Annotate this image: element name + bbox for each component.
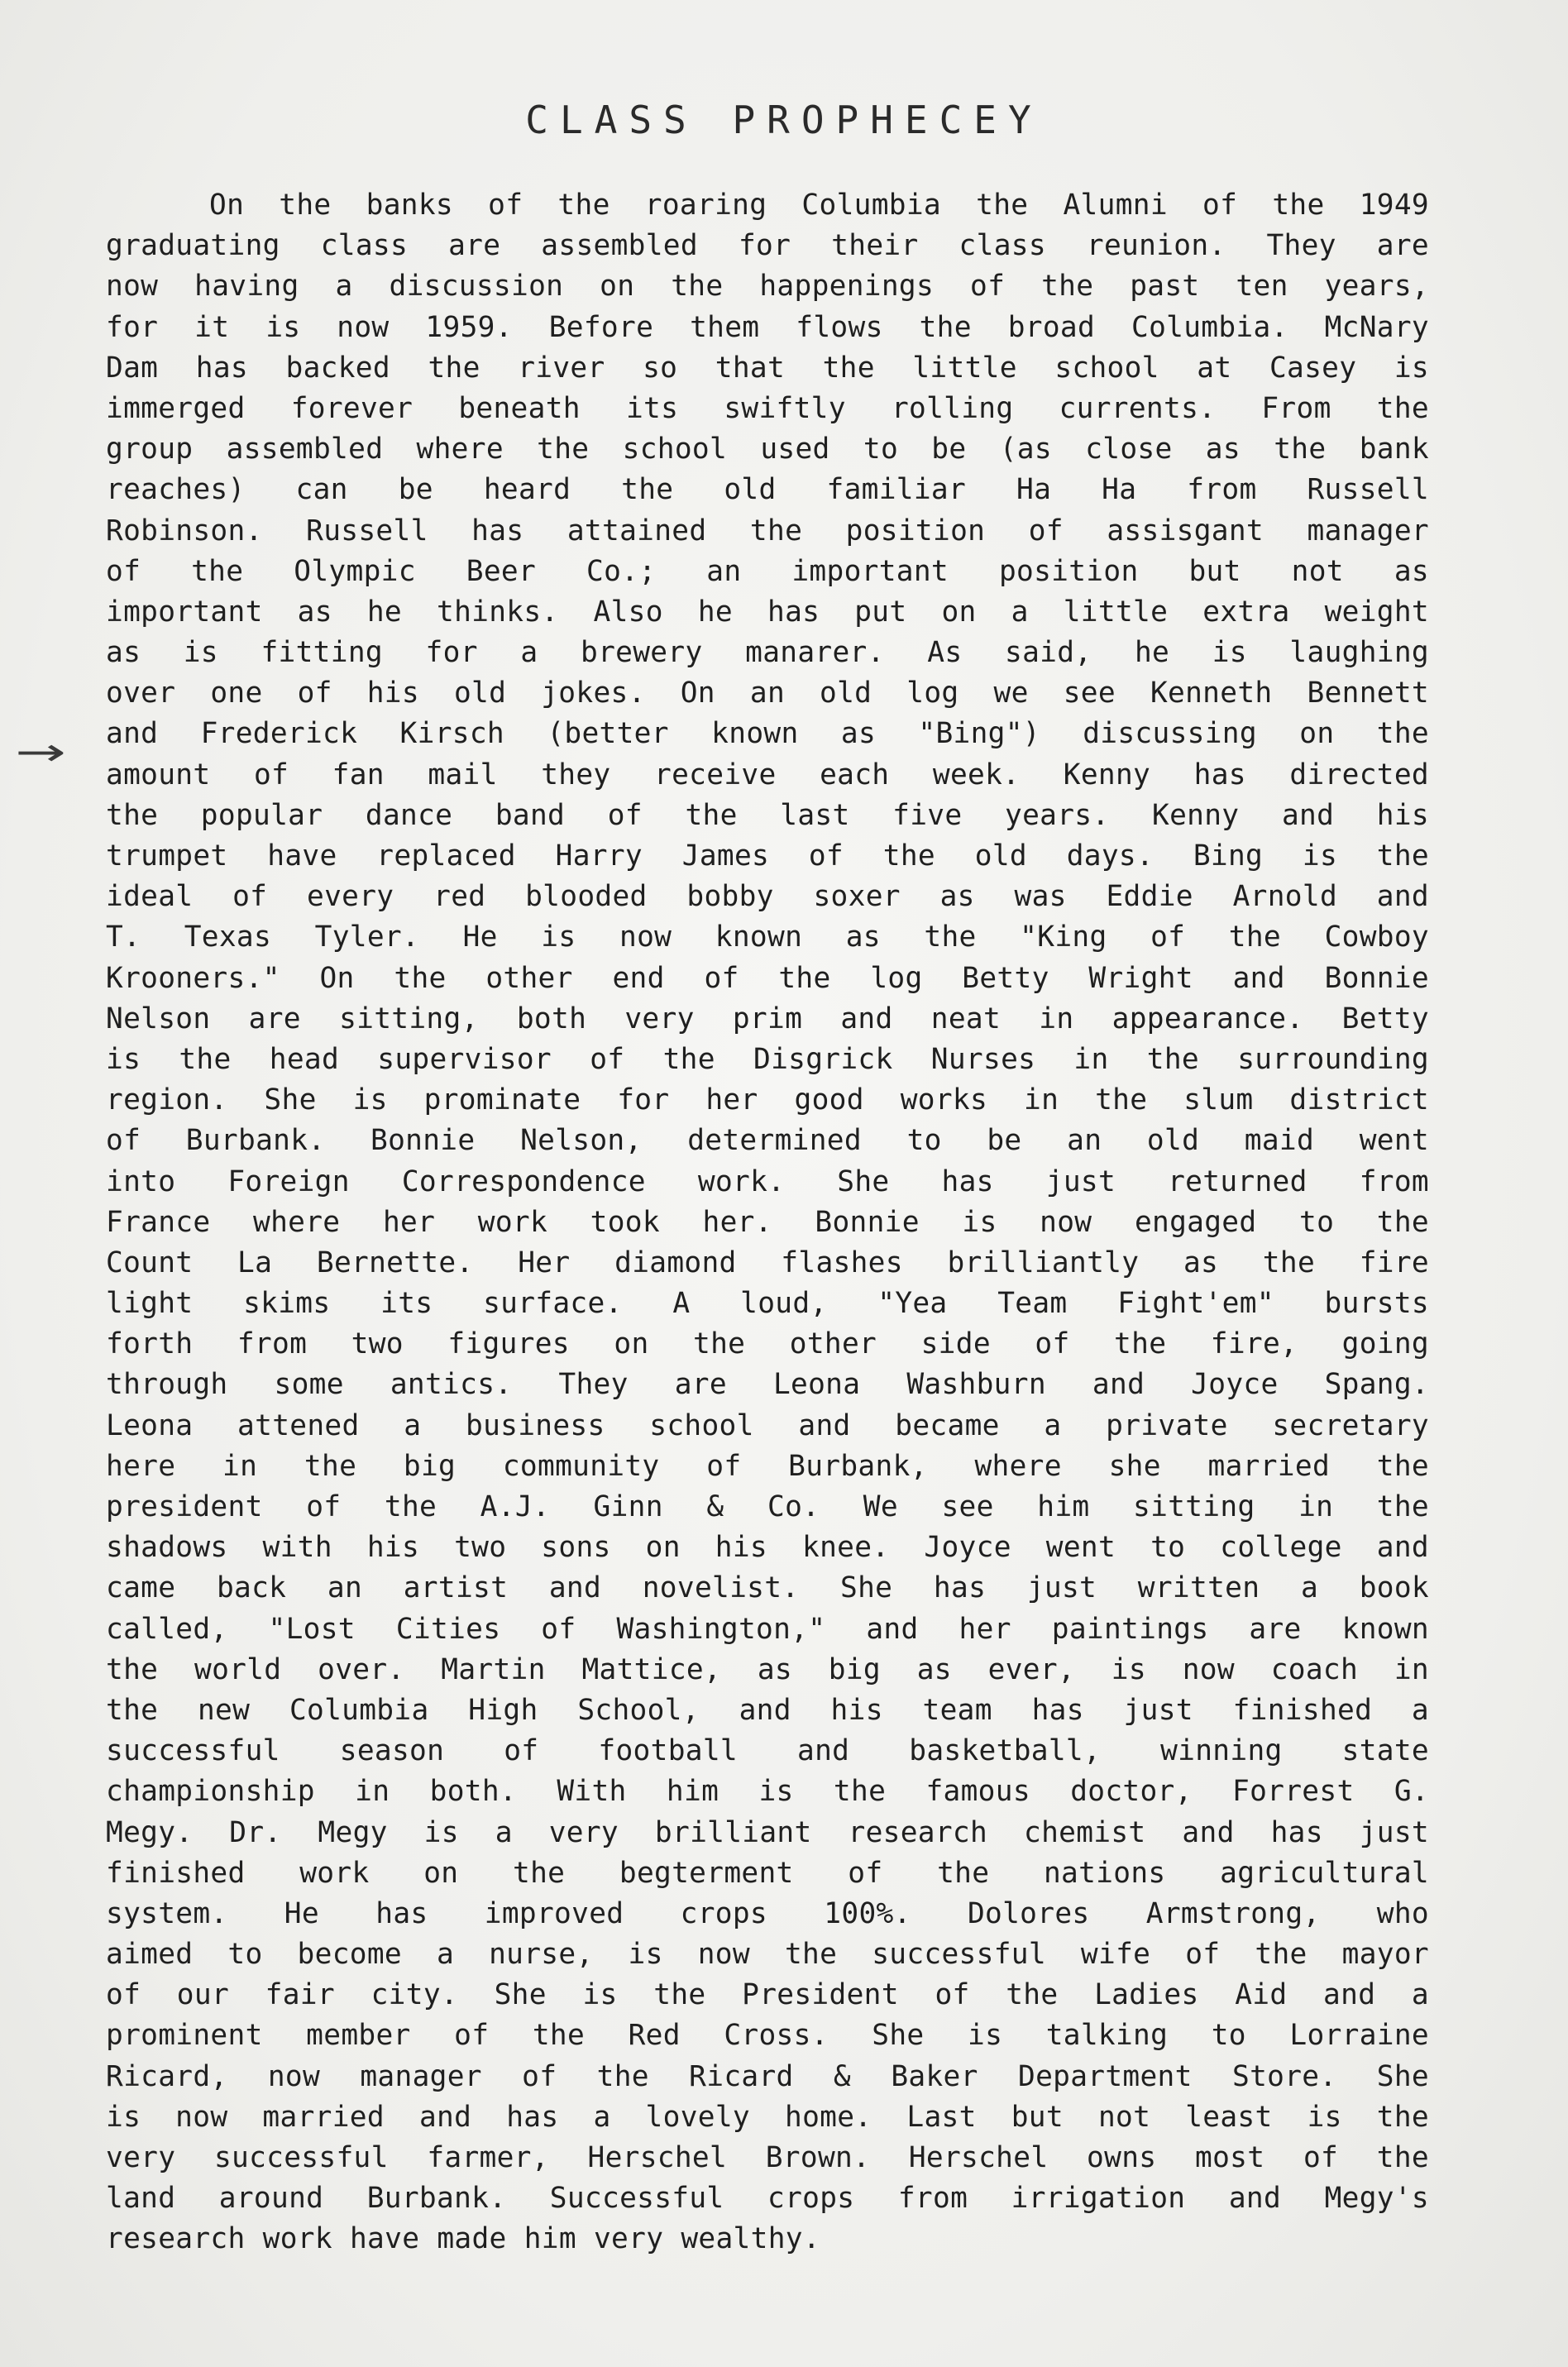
text-line: of the Olympic Beer Co.; an important position but not as bbox=[106, 554, 1429, 588]
text-line: called, "Lost Cities of Washington," and her paintings are known bbox=[106, 1612, 1429, 1646]
text-line: over one of his old jokes. On an old log we see Kenneth Bennett bbox=[106, 677, 1429, 710]
text-line: region. She is prominate for her good works in the slum district bbox=[106, 1083, 1429, 1117]
text-line: Krooners." On the other end of the log Betty Wright and Bonnie bbox=[106, 961, 1429, 995]
text-line: the world over. Martin Mattice, as big as ever, is now coach in bbox=[106, 1652, 1429, 1686]
text-line: Dam has backed the river so that the little school at Casey is bbox=[106, 351, 1429, 385]
text-line: ideal of every red blooded bobby soxer as was Eddie Arnold and bbox=[106, 880, 1429, 914]
text-line: land around Burbank. Successful crops from irrigation and Megy's bbox=[106, 2182, 1429, 2216]
text-line: for it is now 1959. Before them flows the broad Columbia. McNary bbox=[106, 310, 1429, 344]
text-line: and Frederick Kirsch (better known as "Bing") discussing on the bbox=[106, 717, 1429, 751]
text-line: T. Texas Tyler. He is now known as the "King of the Cowboy bbox=[106, 920, 1429, 954]
text-line: championship in both. With him is the famous doctor, Forrest G. bbox=[106, 1775, 1429, 1809]
text-line: of our fair city. She is the President of the Ladies Aid and a bbox=[106, 1978, 1429, 2012]
text-line: immerged forever beneath its swiftly rolling currents. From the bbox=[106, 391, 1429, 425]
text-line: forth from two figures on the other side of the fire, going bbox=[106, 1327, 1429, 1361]
text-line: Leona attened a business school and became a private secretary bbox=[106, 1408, 1429, 1442]
text-line: very successful farmer, Herschel Brown. Herschel owns most of the bbox=[106, 2141, 1429, 2174]
text-line: into Foreign Correspondence work. She has just returned from bbox=[106, 1164, 1429, 1198]
text-line: now having a discussion on the happenings of the past ten years, bbox=[106, 270, 1429, 304]
text-line: light skims its surface. A loud, "Yea Team Fight'em" bursts bbox=[106, 1287, 1429, 1321]
text-line: here in the big community of Burbank, where she married the bbox=[106, 1449, 1429, 1483]
text-line: of Burbank. Bonnie Nelson, determined to be an old maid went bbox=[106, 1124, 1429, 1158]
text-line: the new Columbia High School, and his team has just finished a bbox=[106, 1693, 1429, 1727]
text-line: shadows with his two sons on his knee. Joyce went to college and bbox=[106, 1531, 1429, 1565]
text-line: Ricard, now manager of the Ricard & Baker Department Store. She bbox=[106, 2059, 1429, 2093]
text-line: Megy. Dr. Megy is a very brilliant research chemist and has just bbox=[106, 1815, 1429, 1849]
text-line: aimed to become a nurse, is now the successful wife of the mayor bbox=[106, 1938, 1429, 1972]
text-line: trumpet have replaced Harry James of the old days. Bing is the bbox=[106, 839, 1429, 873]
text-line: president of the A.J. Ginn & Co. We see him sitting in the bbox=[106, 1490, 1429, 1523]
text-line: Count La Bernette. Her diamond flashes brilliantly as the fire bbox=[106, 1246, 1429, 1279]
prophecy-text bbox=[106, 185, 1429, 2260]
text-line: reaches) can be heard the old familiar Ha Ha from Russell bbox=[106, 473, 1429, 507]
text-line: is now married and has a lovely home. Last but not least is the bbox=[106, 2100, 1429, 2134]
text-line: successful season of football and basketball, winning state bbox=[106, 1734, 1429, 1768]
text-line: Robinson. Russell has attained the position of assisgant manager bbox=[106, 514, 1429, 548]
text-line: France where her work took her. Bonnie is now engaged to the bbox=[106, 1205, 1429, 1239]
text-line: group assembled where the school used to be (as close as the bank bbox=[106, 433, 1429, 466]
text-line: through some antics. They are Leona Washburn and Joyce Spang. bbox=[106, 1368, 1429, 1402]
document-title: CLASS PROPHECEY bbox=[525, 98, 1043, 142]
text-line: graduating class are assembled for their class reunion. They are bbox=[106, 229, 1429, 263]
text-line: On the banks of the roaring Columbia the Alumni of the 1949 bbox=[209, 189, 1429, 222]
margin-arrow-mark: → bbox=[15, 729, 67, 774]
text-line: system. He has improved crops 100%. Dolores Armstrong, who bbox=[106, 1896, 1429, 1930]
text-line: important as he thinks. Also he has put on a little extra weight bbox=[106, 595, 1429, 629]
text-line: came back an artist and novelist. She has just written a book bbox=[106, 1571, 1429, 1605]
text-line: research work have made him very wealthy. bbox=[106, 2222, 820, 2256]
text-line: prominent member of the Red Cross. She is talking to Lorraine bbox=[106, 2019, 1429, 2053]
text-line: as is fitting for a brewery manarer. As said, he is laughing bbox=[106, 636, 1429, 670]
text-line: is the head supervisor of the Disgrick Nurses in the surrounding bbox=[106, 1042, 1429, 1076]
text-line: Nelson are sitting, both very prim and neat in appearance. Betty bbox=[106, 1002, 1429, 1035]
text-line: the popular dance band of the last five years. Kenny and his bbox=[106, 798, 1429, 832]
text-line: amount of fan mail they receive each week. Kenny has directed bbox=[106, 758, 1429, 791]
text-line: finished work on the begterment of the nations agricultural bbox=[106, 1856, 1429, 1890]
